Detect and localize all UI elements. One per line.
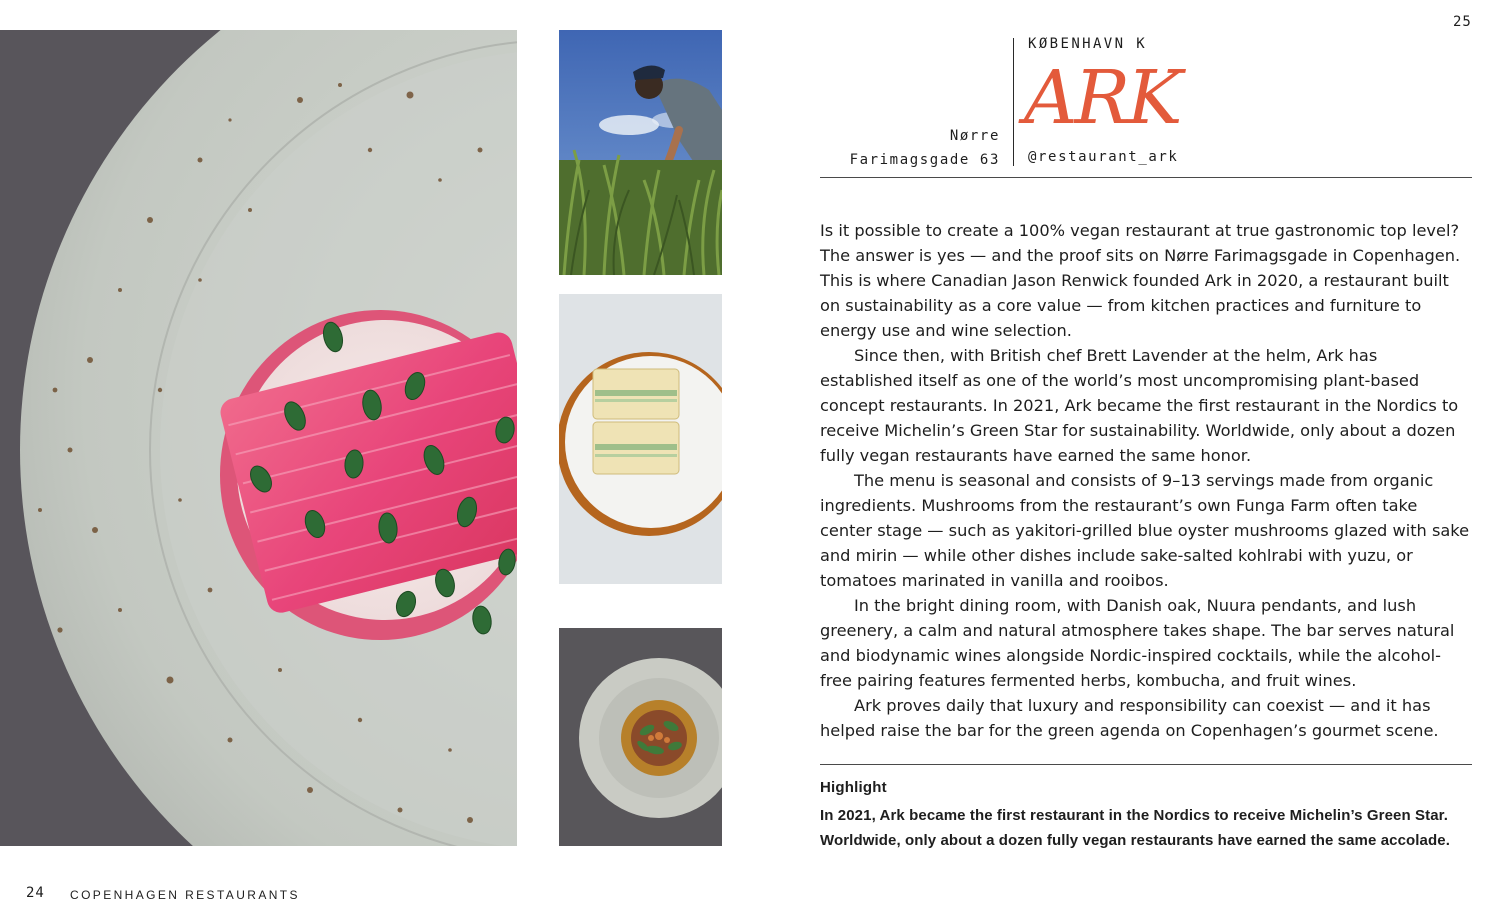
page-number-right: 25: [1453, 14, 1472, 30]
district-label: KØBENHAVN K: [1028, 36, 1148, 52]
running-head: COPENHAGEN RESTAURANTS: [70, 888, 300, 902]
page-number-left: 24: [26, 885, 45, 901]
instagram-handle: @restaurant_ark: [1028, 149, 1179, 165]
article-paragraph: Ark proves daily that luxury and responsibility can coexist — and it has helped raise the bar for the green agenda on Copenhagen’s gourmet scene.: [820, 696, 1439, 740]
highlight-title: Highlight: [820, 779, 887, 796]
restaurant-name-logo: ARK: [1024, 55, 1180, 141]
photo-kohlrabi-dish: [559, 294, 722, 584]
address-line-1: Nørre: [949, 128, 1000, 144]
photo-chef-in-field: [559, 30, 722, 275]
article-paragraph: Is it possible to create a 100% vegan restaurant at true gastronomic top level? The answer is yes — and the proof sits on Nørre Farimagsgade in Copenhagen. This is where Canadian Jason Renwick founded Ark in 2020, a restaurant built on sustainability as a core value — from kitchen practices and furniture to energy use and wine selection.: [820, 221, 1461, 340]
article-body: [820, 218, 1472, 743]
address-line-2: Farimagsgade 63: [849, 152, 1000, 168]
hero-photo-rhubarb-dish: [0, 30, 517, 846]
article-paragraph: The menu is seasonal and consists of 9–13 servings made from organic ingredients. Mushrooms from the restaurant’s own Funga Farm often take center stage — such as yakitori-grilled blue oyster mushrooms glazed with sake and mirin — while other dishes include sake-salted kohlrabi with yuzu, or tomatoes marinated in vanilla and rooibos.: [820, 471, 1470, 590]
highlight-text: In 2021, Ark became the first restaurant in the Nordics to receive Michelin’s Green Star. Worldwide, only about a dozen fully vegan restaurants have earned the same accolade.: [820, 807, 1450, 849]
photo-mushroom-bowl: [559, 628, 722, 846]
header-rule: [820, 177, 1472, 178]
article-paragraph: Since then, with British chef Brett Lavender at the helm, Ark has established itself as one of the world’s most uncompromising plant-based concept restaurants. In 2021, Ark became the first restaurant in the Nordics to receive Michelin’s Green Star for sustainability. Worldwide, only about a dozen fully vegan restaurants have earned the same honor.: [820, 346, 1459, 465]
restaurant-address: [820, 124, 1000, 172]
article-paragraph: In the bright dining room, with Danish oak, Nuura pendants, and lush greenery, a calm and natural atmosphere takes shape. The bar serves natural and biodynamic wines alongside Nordic-inspired cocktails, while the alcohol-free pairing features fermented herbs, kombucha, and fruit wines.: [820, 596, 1455, 690]
header-divider: [1013, 38, 1014, 166]
highlight-rule: [820, 764, 1472, 765]
